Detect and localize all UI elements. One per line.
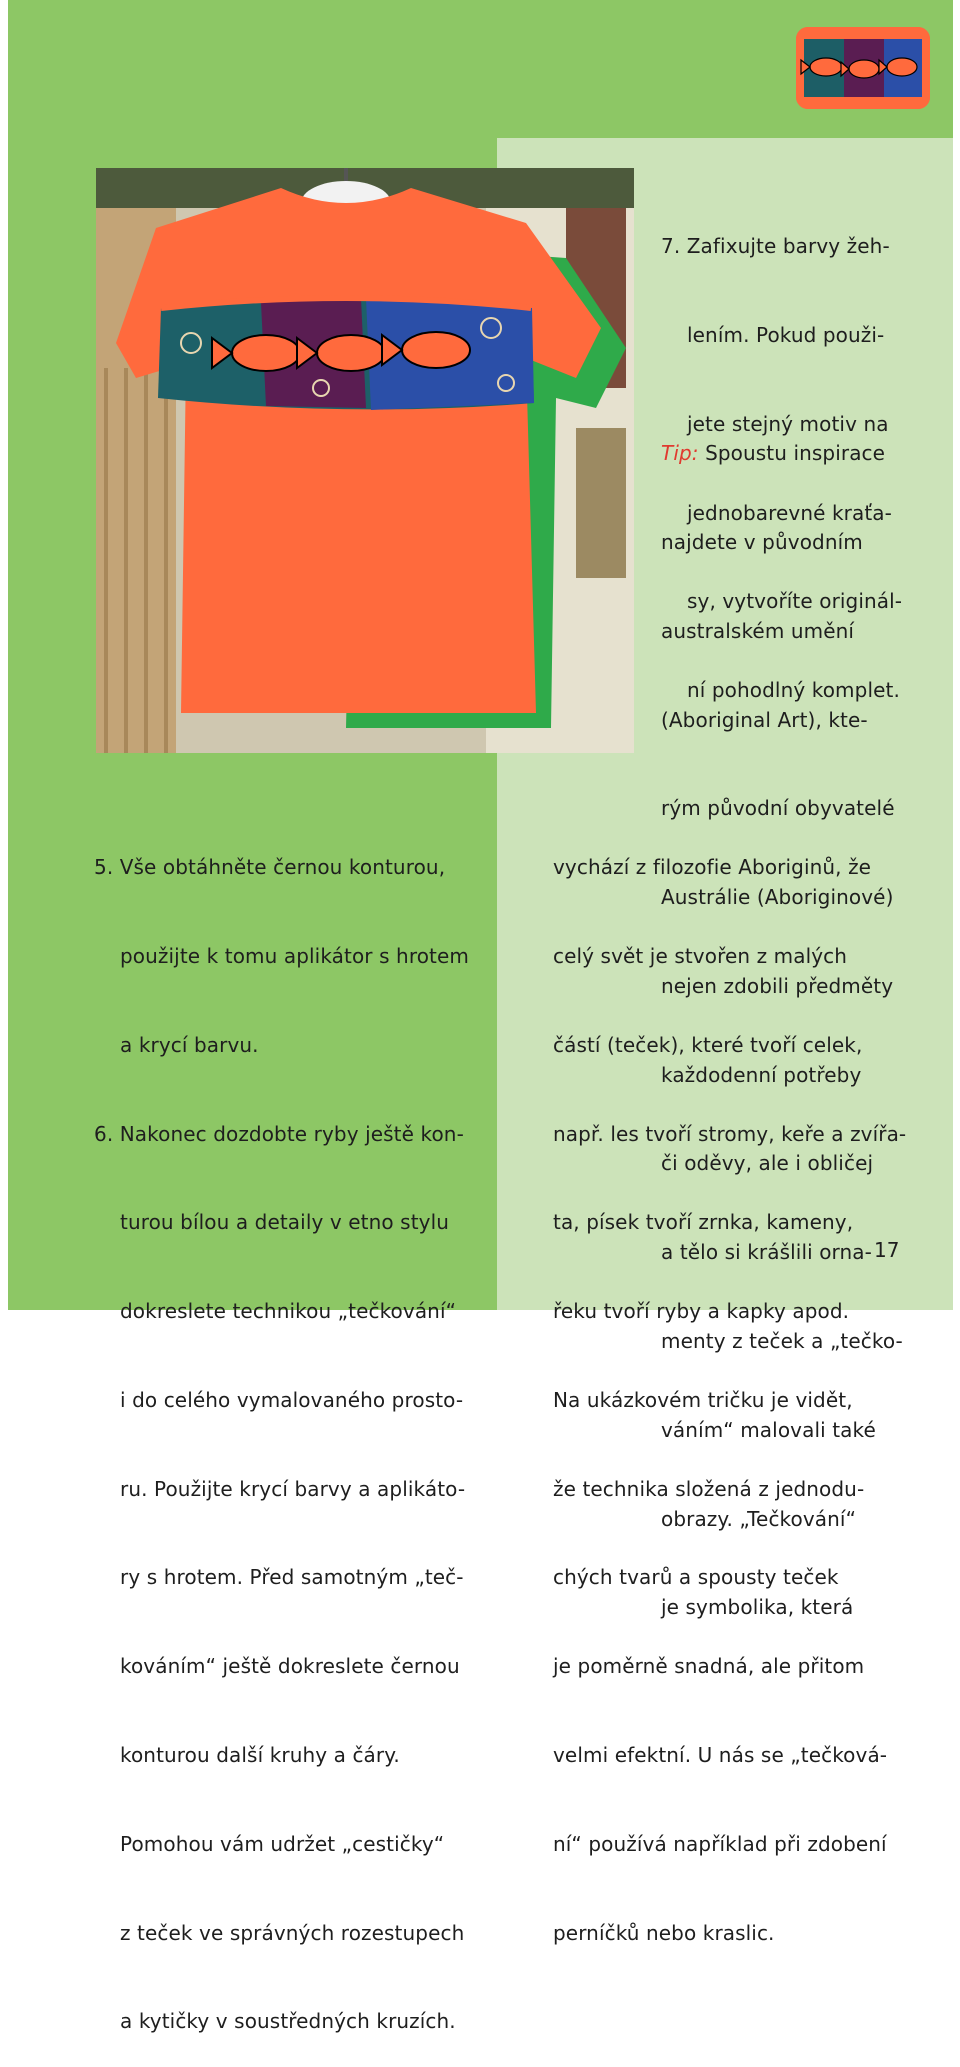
tip-line: částí (teček), které tvoří celek, <box>553 1032 863 1057</box>
tip-line: obrazy. „Tečkování“ <box>661 1506 857 1531</box>
tip-line: Austrálie (Aboriginové) <box>661 885 894 910</box>
tip-text-wide <box>553 794 906 1978</box>
step-6-line: Pomohou vám udržet „cestičky“ <box>120 1831 445 1856</box>
step-7-line: jete stejný motiv na <box>687 411 889 436</box>
step-7-line: ní pohodlný komplet. <box>687 678 900 703</box>
orange-tshirt-photo <box>96 168 634 753</box>
tip-first-line <box>661 439 903 469</box>
tip-label: Tip: <box>661 441 699 466</box>
step-7-line: jednobarevné kraťa- <box>687 500 892 525</box>
step-6-line: ru. Použijte krycí barvy a aplikáto- <box>120 1476 466 1501</box>
step-6-line: a kytičky v soustředných kruzích. <box>120 2009 456 2034</box>
tip-line: menty z teček a „tečko- <box>661 1329 903 1353</box>
tip-line: ní“ používá například při zdobení <box>553 1831 887 1856</box>
steps-left-text <box>94 794 469 2067</box>
tip-line: chých tvarů a spousty teček <box>553 1565 839 1590</box>
tip-line: ta, písek tvoří zrnka, kameny, <box>553 1210 854 1235</box>
step-6-line: turou bílou a detaily v etno stylu <box>120 1210 450 1235</box>
tip-line: např. les tvoří stromy, keře a zvířa- <box>553 1121 907 1146</box>
step-6-line: i do celého vymalovaného prosto- <box>120 1387 464 1412</box>
tip-line: je symbolika, která <box>661 1595 854 1620</box>
tip-line: perníčků nebo kraslic. <box>553 1920 775 1945</box>
step-6-line: 6. Nakonec dozdobte ryby ještě kon- <box>94 1121 464 1146</box>
tip-line: váním“ malovali také <box>661 1417 876 1442</box>
tip-line: že technika složená z jednodu- <box>553 1476 865 1501</box>
tip-line: řeku tvoří ryby a kapky apod. <box>553 1299 850 1324</box>
step-5-line: použijte k tomu aplikátor s hrotem <box>120 943 469 968</box>
tip-line: vychází z filozofie Aboriginů, že <box>553 855 872 880</box>
tip-line: je poměrně snadná, ale přitom <box>553 1654 865 1679</box>
tip-line: nejen zdobili předměty <box>661 973 894 998</box>
step-6-line: ry s hrotem. Před samotným „teč- <box>120 1565 464 1590</box>
page-number: 17 <box>874 1238 900 1262</box>
tip-line: či oděvy, ale i obličej <box>661 1151 874 1176</box>
tip-line: každodenní potřeby <box>661 1062 862 1087</box>
step-5-line: 5. Vše obtáhněte černou konturou, <box>94 855 446 880</box>
step-6-line: konturou další kruhy a čáry. <box>120 1743 400 1767</box>
step-7-line: 7. Zafixujte barvy žeh- <box>661 234 890 259</box>
tip-line: najdete v původním <box>661 529 863 554</box>
step-5-line: a krycí barvu. <box>120 1032 259 1057</box>
tip-line: a tělo si krášlili orna- <box>661 1240 872 1265</box>
tip-line: celý svět je stvořen z malých <box>553 943 848 968</box>
step-6-line: kováním“ ještě dokreslete černou <box>120 1654 460 1679</box>
tip-line: rým původní obyvatelé <box>661 796 895 821</box>
step-6-line: z teček ve správných rozestupech <box>120 1920 465 1945</box>
tip-line: velmi efektní. U nás se „tečková- <box>553 1743 888 1767</box>
step-7-line: lením. Pokud použi- <box>687 322 885 347</box>
tip-line: australském umění <box>661 618 855 643</box>
step-7-line: sy, vytvoříte originál- <box>687 589 903 614</box>
fish-motif-thumbnail <box>796 27 930 109</box>
step-6-line: dokreslete technikou „tečkování“ <box>120 1299 457 1324</box>
tip-first-line-rest: Spoustu inspirace <box>698 441 886 466</box>
tip-line: (Aboriginal Art), kte- <box>661 707 868 732</box>
tip-line: Na ukázkovém tričku je vidět, <box>553 1387 853 1412</box>
